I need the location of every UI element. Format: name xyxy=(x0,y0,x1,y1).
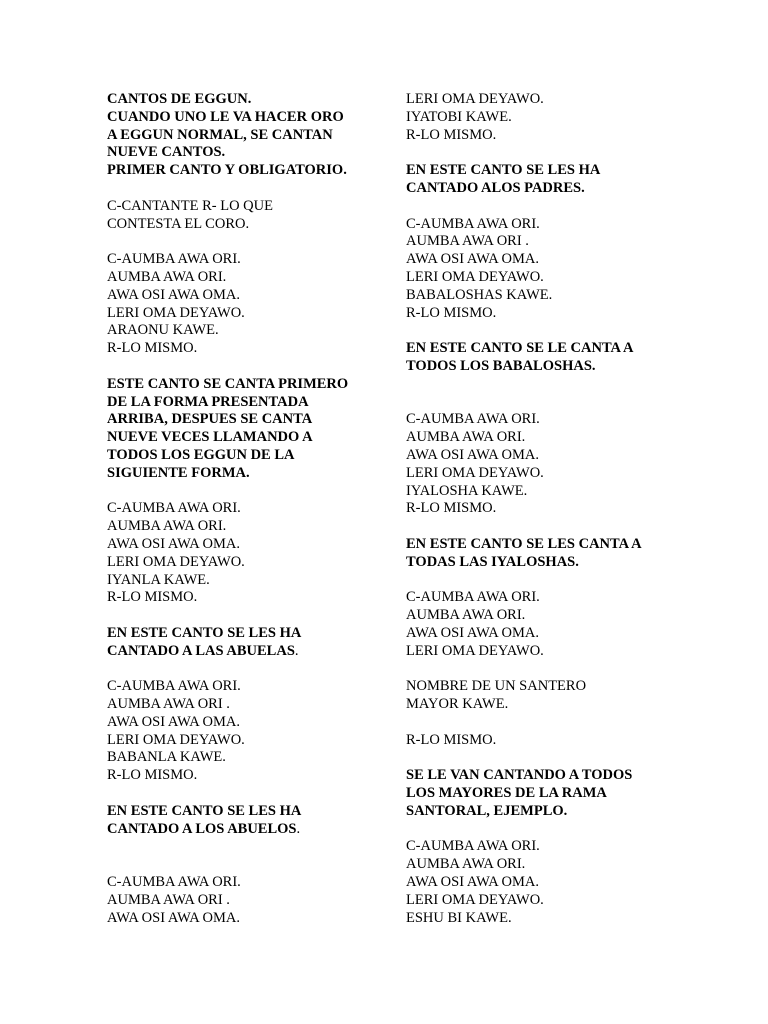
lyric-line xyxy=(406,216,706,234)
line-text: TODAS LAS IYALOSHAS. xyxy=(406,553,579,570)
lyric-line xyxy=(406,109,706,127)
blank-line xyxy=(107,607,377,625)
blank-line xyxy=(406,749,706,767)
lyric-line xyxy=(107,500,377,518)
lyric-line xyxy=(107,892,377,910)
lyric-line xyxy=(107,732,377,750)
line-text: ESTE CANTO SE CANTA PRIMERO xyxy=(107,375,349,392)
line-text: AWA OSI AWA OMA. xyxy=(107,535,241,552)
line-text: LERI OMA DEYAWO. xyxy=(406,268,544,285)
line-text: R-LO MISMO. xyxy=(107,340,198,357)
line-text: MAYOR KAWE. xyxy=(406,696,509,713)
heading-line xyxy=(107,465,377,483)
heading-line xyxy=(406,767,706,785)
line-text: R-LO MISMO. xyxy=(406,126,497,143)
lyric-line xyxy=(406,483,706,501)
line-text: NOMBRE DE UN SANTERO xyxy=(406,678,587,695)
line-text: CANTADO A LAS ABUELAS xyxy=(107,642,295,659)
lyric-line xyxy=(107,696,377,714)
heading-line xyxy=(107,162,377,180)
lyric-line xyxy=(406,233,706,251)
lyric-line xyxy=(107,572,377,590)
line-text: C-AUMBA AWA ORI. xyxy=(406,411,540,428)
lyric-line xyxy=(107,678,377,696)
lyric-line xyxy=(406,910,706,928)
heading-line xyxy=(406,162,706,180)
heading-line xyxy=(107,109,377,127)
lyric-line xyxy=(406,732,706,750)
line-text: AUMBA AWA ORI. xyxy=(406,607,526,624)
line-text: AUMBA AWA ORI . xyxy=(107,696,230,713)
line-text: AUMBA AWA ORI . xyxy=(406,233,529,250)
lyric-line xyxy=(406,429,706,447)
heading-line xyxy=(107,429,377,447)
line-text: AWA OSI AWA OMA. xyxy=(406,874,540,891)
lyric-line xyxy=(406,465,706,483)
line-tail: . xyxy=(296,820,301,837)
line-text: CONTESTA EL CORO. xyxy=(107,215,250,232)
line-text: C-AUMBA AWA ORI. xyxy=(107,678,241,695)
heading-line xyxy=(107,144,377,162)
lyric-line xyxy=(406,874,706,892)
line-text: C-AUMBA AWA ORI. xyxy=(406,838,540,855)
line-text: SIGUIENTE FORMA. xyxy=(107,464,250,481)
lyric-line xyxy=(406,696,706,714)
line-text: C-AUMBA AWA ORI. xyxy=(107,500,241,517)
lyric-line xyxy=(406,625,706,643)
blank-line xyxy=(406,394,706,412)
line-text: LERI OMA DEYAWO. xyxy=(406,891,544,908)
line-text: ARAONU KAWE. xyxy=(107,322,219,339)
lyric-line xyxy=(107,287,377,305)
line-text: TODOS LOS BABALOSHAS. xyxy=(406,357,596,374)
lyric-line xyxy=(107,554,377,572)
heading-line xyxy=(107,411,377,429)
blank-line xyxy=(406,714,706,732)
lyric-line xyxy=(406,643,706,661)
line-text: AWA OSI AWA OMA. xyxy=(107,713,241,730)
line-text: LERI OMA DEYAWO. xyxy=(406,464,544,481)
lyric-line xyxy=(107,874,377,892)
line-text: CANTADO A LOS ABUELOS xyxy=(107,820,297,837)
line-text: C-AUMBA AWA ORI. xyxy=(107,251,241,268)
line-text: AWA OSI AWA OMA. xyxy=(107,909,241,926)
lyric-line xyxy=(107,536,377,554)
blank-line xyxy=(406,144,706,162)
line-text: LERI OMA DEYAWO. xyxy=(107,553,245,570)
lyric-line xyxy=(406,500,706,518)
line-text: AWA OSI AWA OMA. xyxy=(406,446,540,463)
heading-line xyxy=(406,180,706,198)
line-text: EN ESTE CANTO SE LE CANTA A xyxy=(406,340,634,357)
line-text: BABALOSHAS KAWE. xyxy=(406,286,553,303)
line-text: EN ESTE CANTO SE LES HA xyxy=(107,802,302,819)
line-text: TODOS LOS EGGUN DE LA xyxy=(107,446,295,463)
heading-line xyxy=(107,625,377,643)
left-column xyxy=(107,91,377,927)
line-text: AWA OSI AWA OMA. xyxy=(406,251,540,268)
line-text: LOS MAYORES DE LA RAMA xyxy=(406,785,607,802)
lyric-line xyxy=(107,340,377,358)
blank-line xyxy=(107,233,377,251)
line-text: SANTORAL, EJEMPLO. xyxy=(406,802,568,819)
blank-line xyxy=(406,322,706,340)
blank-line xyxy=(406,661,706,679)
line-text: ARRIBA, DESPUES SE CANTA xyxy=(107,411,313,428)
line-text: R-LO MISMO. xyxy=(406,731,497,748)
heading-line xyxy=(406,554,706,572)
lyric-line xyxy=(107,589,377,607)
line-text: AUMBA AWA ORI. xyxy=(406,856,526,873)
lyric-line xyxy=(406,287,706,305)
line-text: LERI OMA DEYAWO. xyxy=(406,91,544,107)
heading-line xyxy=(107,127,377,145)
lyric-line xyxy=(406,269,706,287)
line-text: C-CANTANTE R- LO QUE xyxy=(107,197,273,214)
blank-line xyxy=(406,821,706,839)
lyric-line xyxy=(107,198,377,216)
lyric-line xyxy=(107,518,377,536)
line-text: C-AUMBA AWA ORI. xyxy=(107,874,241,891)
heading-line xyxy=(107,394,377,412)
line-text: PRIMER CANTO Y OBLIGATORIO. xyxy=(107,162,347,179)
line-text: EN ESTE CANTO SE LES HA xyxy=(406,162,601,179)
right-column xyxy=(406,91,706,927)
line-text: R-LO MISMO. xyxy=(406,304,497,321)
line-text: R-LO MISMO. xyxy=(107,767,198,784)
heading-line xyxy=(107,803,377,821)
line-text: IYALOSHA KAWE. xyxy=(406,482,528,499)
line-text: CUANDO UNO LE VA HACER ORO xyxy=(107,108,344,125)
lyric-line xyxy=(406,251,706,269)
lyric-line xyxy=(406,589,706,607)
line-text: DE LA FORMA PRESENTADA xyxy=(107,393,309,410)
blank-line xyxy=(107,483,377,501)
lyric-line xyxy=(406,856,706,874)
line-text: R-LO MISMO. xyxy=(406,500,497,517)
lyric-line xyxy=(406,838,706,856)
lyric-line xyxy=(406,678,706,696)
lyric-line xyxy=(107,910,377,928)
lyric-line xyxy=(107,714,377,732)
heading-line xyxy=(406,358,706,376)
lyric-line xyxy=(406,607,706,625)
line-text: CANTOS DE EGGUN. xyxy=(107,91,252,107)
heading-line xyxy=(107,447,377,465)
lyric-line xyxy=(107,322,377,340)
lyric-line xyxy=(406,447,706,465)
heading-line xyxy=(107,821,377,839)
line-text: CANTADO ALOS PADRES. xyxy=(406,179,585,196)
blank-line xyxy=(107,180,377,198)
lyric-line xyxy=(406,892,706,910)
blank-line xyxy=(107,856,377,874)
blank-line xyxy=(406,518,706,536)
line-text: LERI OMA DEYAWO. xyxy=(406,642,544,659)
blank-line xyxy=(107,838,377,856)
heading-line xyxy=(107,91,377,109)
line-text: NUEVE VECES LLAMANDO A xyxy=(107,429,313,446)
line-text: AUMBA AWA ORI. xyxy=(107,518,227,535)
line-text: AWA OSI AWA OMA. xyxy=(406,624,540,641)
line-text: AWA OSI AWA OMA. xyxy=(107,286,241,303)
blank-line xyxy=(406,376,706,394)
lyric-line xyxy=(406,411,706,429)
line-text: IYANLA KAWE. xyxy=(107,571,210,588)
lyric-line xyxy=(406,91,706,109)
line-text: R-LO MISMO. xyxy=(107,589,198,606)
heading-line xyxy=(406,536,706,554)
blank-line xyxy=(107,785,377,803)
line-text: AUMBA AWA ORI . xyxy=(107,891,230,908)
blank-line xyxy=(107,358,377,376)
lyric-line xyxy=(107,749,377,767)
line-text: ESHU BI KAWE. xyxy=(406,909,512,926)
blank-line xyxy=(406,198,706,216)
heading-line xyxy=(406,785,706,803)
lyric-line xyxy=(406,305,706,323)
line-text: EN ESTE CANTO SE LES CANTA A xyxy=(406,535,642,552)
line-text: EN ESTE CANTO SE LES HA xyxy=(107,624,302,641)
line-text: BABANLA KAWE. xyxy=(107,749,226,766)
blank-line xyxy=(107,661,377,679)
line-text: IYATOBI KAWE. xyxy=(406,108,512,125)
lyric-line xyxy=(406,127,706,145)
heading-line xyxy=(406,340,706,358)
line-text: AUMBA AWA ORI. xyxy=(406,429,526,446)
heading-line xyxy=(107,376,377,394)
lyric-line xyxy=(107,269,377,287)
heading-line xyxy=(107,643,377,661)
blank-line xyxy=(406,572,706,590)
line-tail: . xyxy=(294,642,299,659)
line-text: LERI OMA DEYAWO. xyxy=(107,304,245,321)
lyric-line xyxy=(107,767,377,785)
lyric-line xyxy=(107,216,377,234)
lyric-line xyxy=(107,305,377,323)
lyric-line xyxy=(107,251,377,269)
heading-line xyxy=(406,803,706,821)
line-text: AUMBA AWA ORI. xyxy=(107,268,227,285)
line-text: C-AUMBA AWA ORI. xyxy=(406,215,540,232)
line-text: A EGGUN NORMAL, SE CANTAN xyxy=(107,126,333,143)
line-text: NUEVE CANTOS. xyxy=(107,144,226,161)
line-text: C-AUMBA AWA ORI. xyxy=(406,589,540,606)
line-text: SE LE VAN CANTANDO A TODOS xyxy=(406,767,633,784)
line-text: LERI OMA DEYAWO. xyxy=(107,731,245,748)
